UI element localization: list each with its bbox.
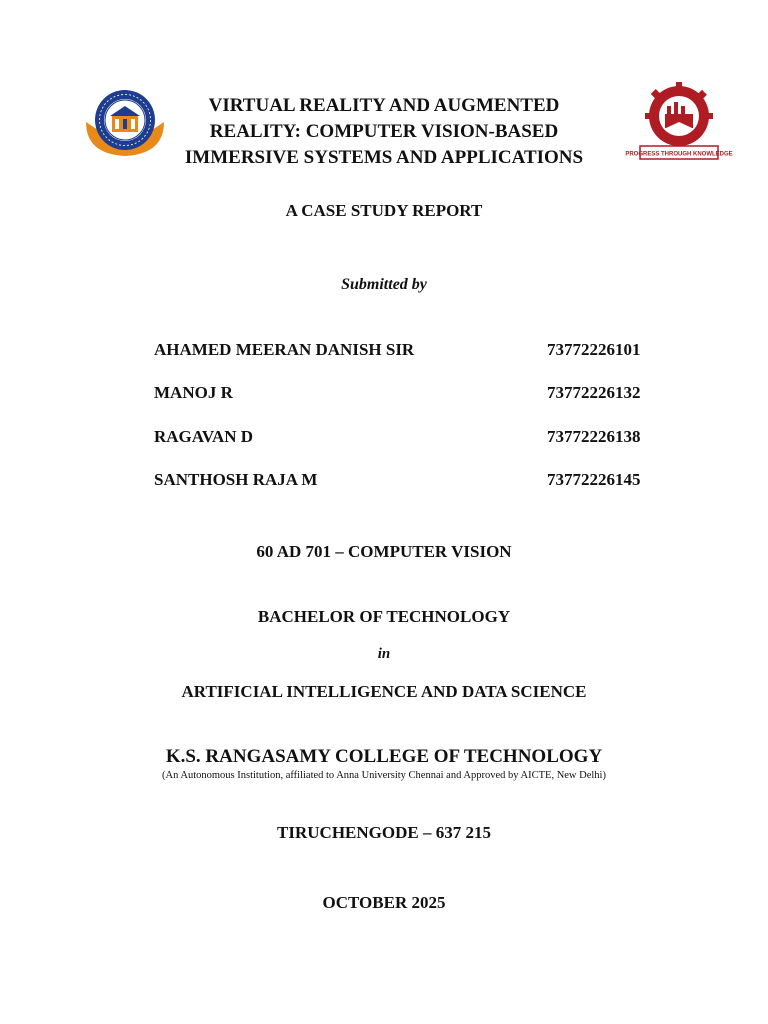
college-seal-icon — [82, 84, 168, 160]
degree: BACHELOR OF TECHNOLOGY — [257, 607, 511, 626]
anna-university-logo-icon — [625, 82, 733, 162]
member-row — [154, 470, 674, 494]
member-id: 73772226145 — [547, 470, 641, 489]
report-type: A CASE STUDY REPORT — [285, 201, 483, 220]
title-line-2: REALITY: COMPUTER VISION-BASED — [209, 121, 559, 142]
member-row — [154, 340, 674, 364]
submission-date: OCTOBER 2025 — [322, 893, 446, 912]
member-name: AHAMED MEERAN DANISH SIR — [154, 340, 415, 359]
report-title — [160, 93, 608, 171]
member-id: 73772226132 — [547, 383, 641, 402]
in-label: in — [377, 646, 391, 662]
member-row — [154, 427, 674, 451]
title-line-3: IMMERSIVE SYSTEMS AND APPLICATIONS — [184, 147, 584, 168]
member-id: 73772226138 — [547, 427, 641, 446]
member-row — [154, 383, 674, 407]
college-name: K.S. RANGASAMY COLLEGE OF TECHNOLOGY — [165, 746, 603, 767]
member-name: SANTHOSH RAJA M — [154, 470, 318, 489]
title-line-1: VIRTUAL REALITY AND AUGMENTED — [208, 95, 560, 116]
member-name: RAGAVAN D — [154, 427, 254, 446]
college-location: TIRUCHENGODE – 637 215 — [277, 823, 491, 842]
member-name: MANOJ R — [154, 383, 233, 402]
branch: ARTIFICIAL INTELLIGENCE AND DATA SCIENCE — [181, 682, 587, 701]
course-code: 60 AD 701 – COMPUTER VISION — [256, 542, 512, 561]
anna-banner-text: PROGRESS THROUGH KNOWLEDGE — [625, 151, 733, 158]
college-affiliation-note: (An Autonomous Institution, affiliated to Anna University Chennai and Approved by AICTE, New Delhi) — [162, 770, 606, 781]
submitted-by-label: Submitted by — [341, 276, 427, 293]
member-id: 73772226101 — [547, 340, 641, 359]
